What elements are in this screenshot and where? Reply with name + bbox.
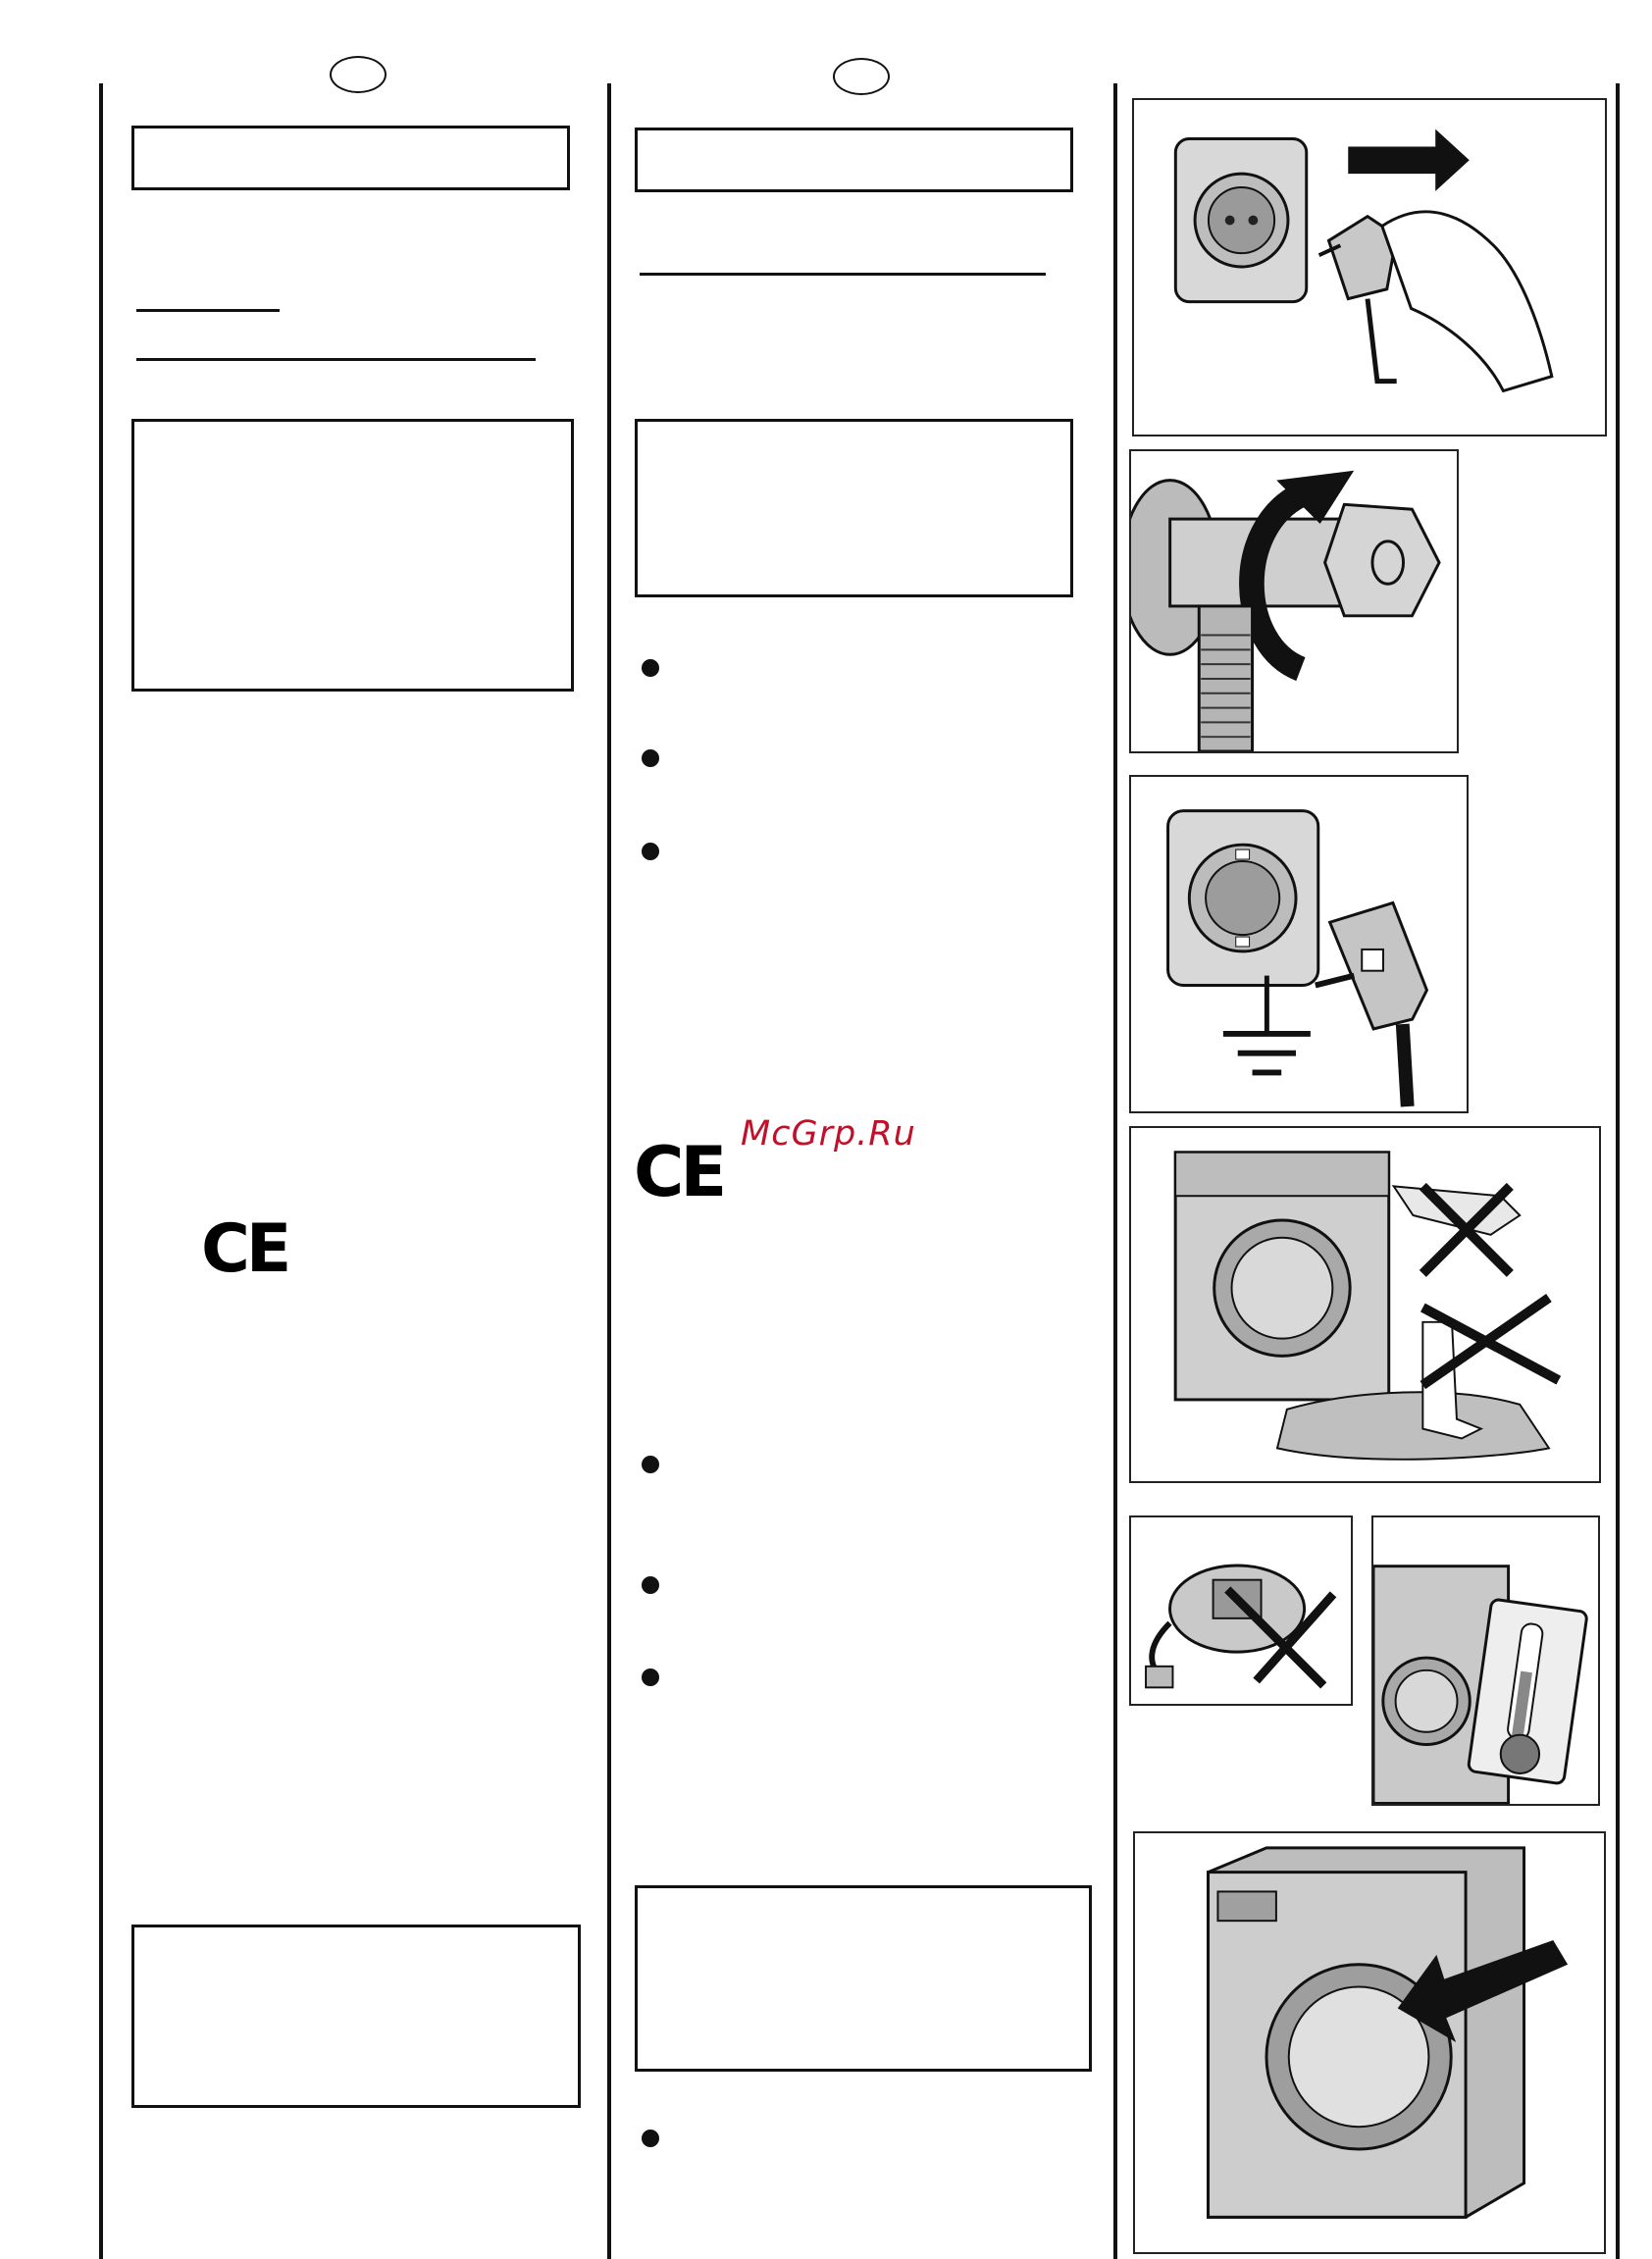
water-tap-figure	[1129, 449, 1459, 753]
warning-box	[131, 419, 574, 692]
list-bullet	[642, 2130, 659, 2147]
no-extension-icon	[1131, 1517, 1351, 1704]
wet-hands-no-icon	[1131, 1128, 1599, 1481]
list-bullet	[642, 1576, 659, 1594]
page-edge-right	[1616, 83, 1620, 2259]
list-bullet	[642, 843, 659, 860]
extension-reel-figure	[1129, 1515, 1353, 1706]
column-divider-right	[1113, 83, 1117, 2259]
column-divider-left	[99, 83, 103, 2259]
warning-box	[635, 419, 1073, 597]
language-badge-left	[330, 56, 387, 93]
earth-plug-icon	[1131, 777, 1467, 1111]
notice-box	[635, 1885, 1092, 2072]
door-arrow-icon	[1135, 1833, 1604, 2252]
notice-box	[131, 1925, 581, 2108]
underline	[640, 273, 1046, 276]
list-bullet	[642, 1456, 659, 1473]
ce-mark: CE	[634, 1132, 724, 1212]
water-tap-icon	[1131, 451, 1457, 751]
language-badge-middle	[833, 58, 890, 95]
unplug-figure	[1132, 98, 1607, 436]
list-bullet	[642, 659, 659, 677]
wet-hands-warning-figure	[1129, 1126, 1601, 1483]
section-heading-box	[635, 128, 1073, 192]
column-divider-middle	[607, 83, 611, 2259]
watermark: McGrp.Ru	[741, 1114, 916, 1154]
temperature-figure	[1371, 1515, 1600, 1806]
door-figure	[1133, 1831, 1606, 2254]
unplug-icon	[1134, 100, 1605, 435]
list-bullet	[642, 749, 659, 767]
thermometer-icon	[1373, 1517, 1598, 1804]
ce-mark: CE	[201, 1210, 288, 1288]
underline-short	[136, 309, 280, 312]
earthed-socket-figure	[1129, 775, 1469, 1113]
section-heading-box	[131, 126, 570, 190]
list-bullet	[642, 1669, 659, 1686]
underline-long	[136, 358, 536, 361]
